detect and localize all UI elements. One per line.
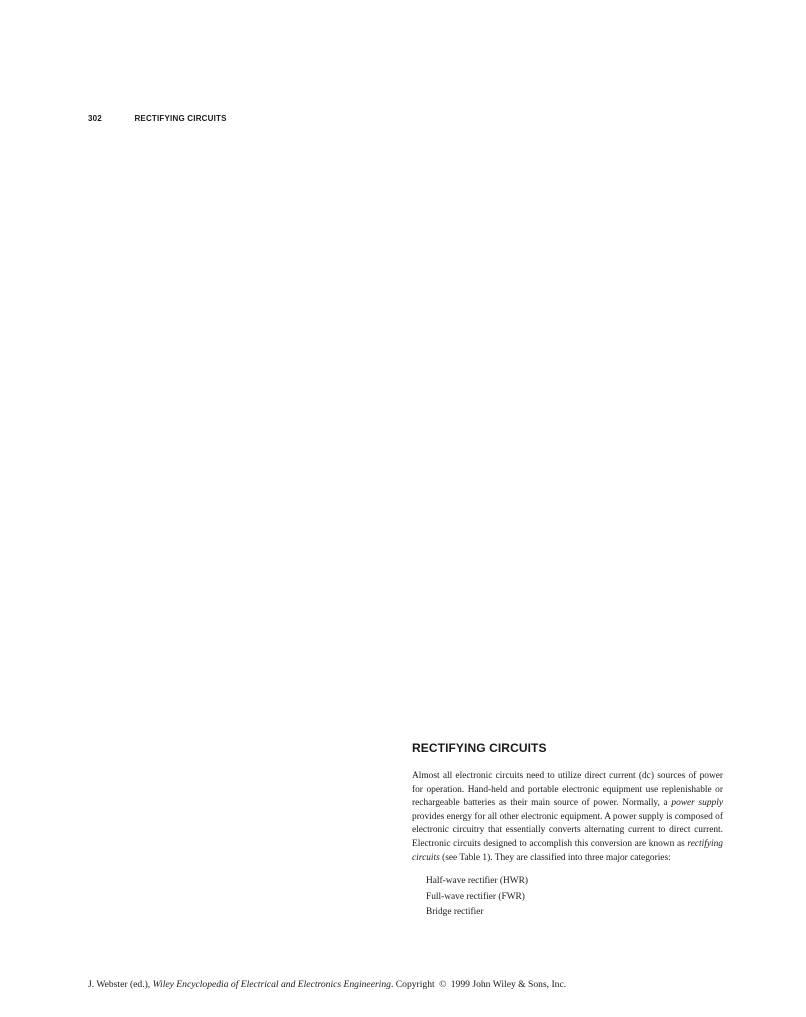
paragraph-text-1: Almost all electronic circuits need to utilize direct current (dc) sources of power for operation. Hand-held and portable electronic equipment use replenishable or rechargeable batteries as their main source of power. Normally, a	[412, 771, 723, 809]
copyright-holder: 1999 John Wiley & Sons, Inc.	[448, 979, 567, 990]
rectifier-category-list	[412, 874, 723, 921]
list-item: Full-wave rectifier (FWR)	[426, 891, 525, 902]
term-rectifying-circuits: rectifying circuits	[412, 838, 723, 863]
intro-paragraph	[412, 770, 723, 865]
publication-title: Wiley Encyclopedia of Electrical and Electronics Engineering	[152, 979, 391, 990]
copyright-symbol: ©	[439, 979, 447, 990]
copyright-label: . Copyright	[390, 979, 438, 990]
article-title: RECTIFYING CIRCUITS	[412, 741, 547, 755]
paragraph-text-3: (see Table 1). They are classified into three major categories:	[439, 852, 671, 863]
term-power-supply: power supply	[671, 798, 723, 809]
article	[412, 741, 723, 921]
list-item: Bridge rectifier	[426, 907, 484, 918]
list-item: Half-wave rectifier (HWR)	[426, 876, 529, 887]
citation-prefix: J. Webster (ed.),	[88, 979, 153, 990]
running-head-title: RECTIFYING CIRCUITS	[134, 114, 227, 123]
citation-footer	[88, 979, 566, 990]
running-head	[88, 114, 227, 123]
page-number: 302	[88, 114, 102, 123]
paragraph-text-2: provides energy for all other electronic equipment. A power supply is composed of electronic circuitry that essentially converts alternating current to direct current. Electronic circuits designed to accomplish this conversion are known as	[412, 811, 723, 849]
